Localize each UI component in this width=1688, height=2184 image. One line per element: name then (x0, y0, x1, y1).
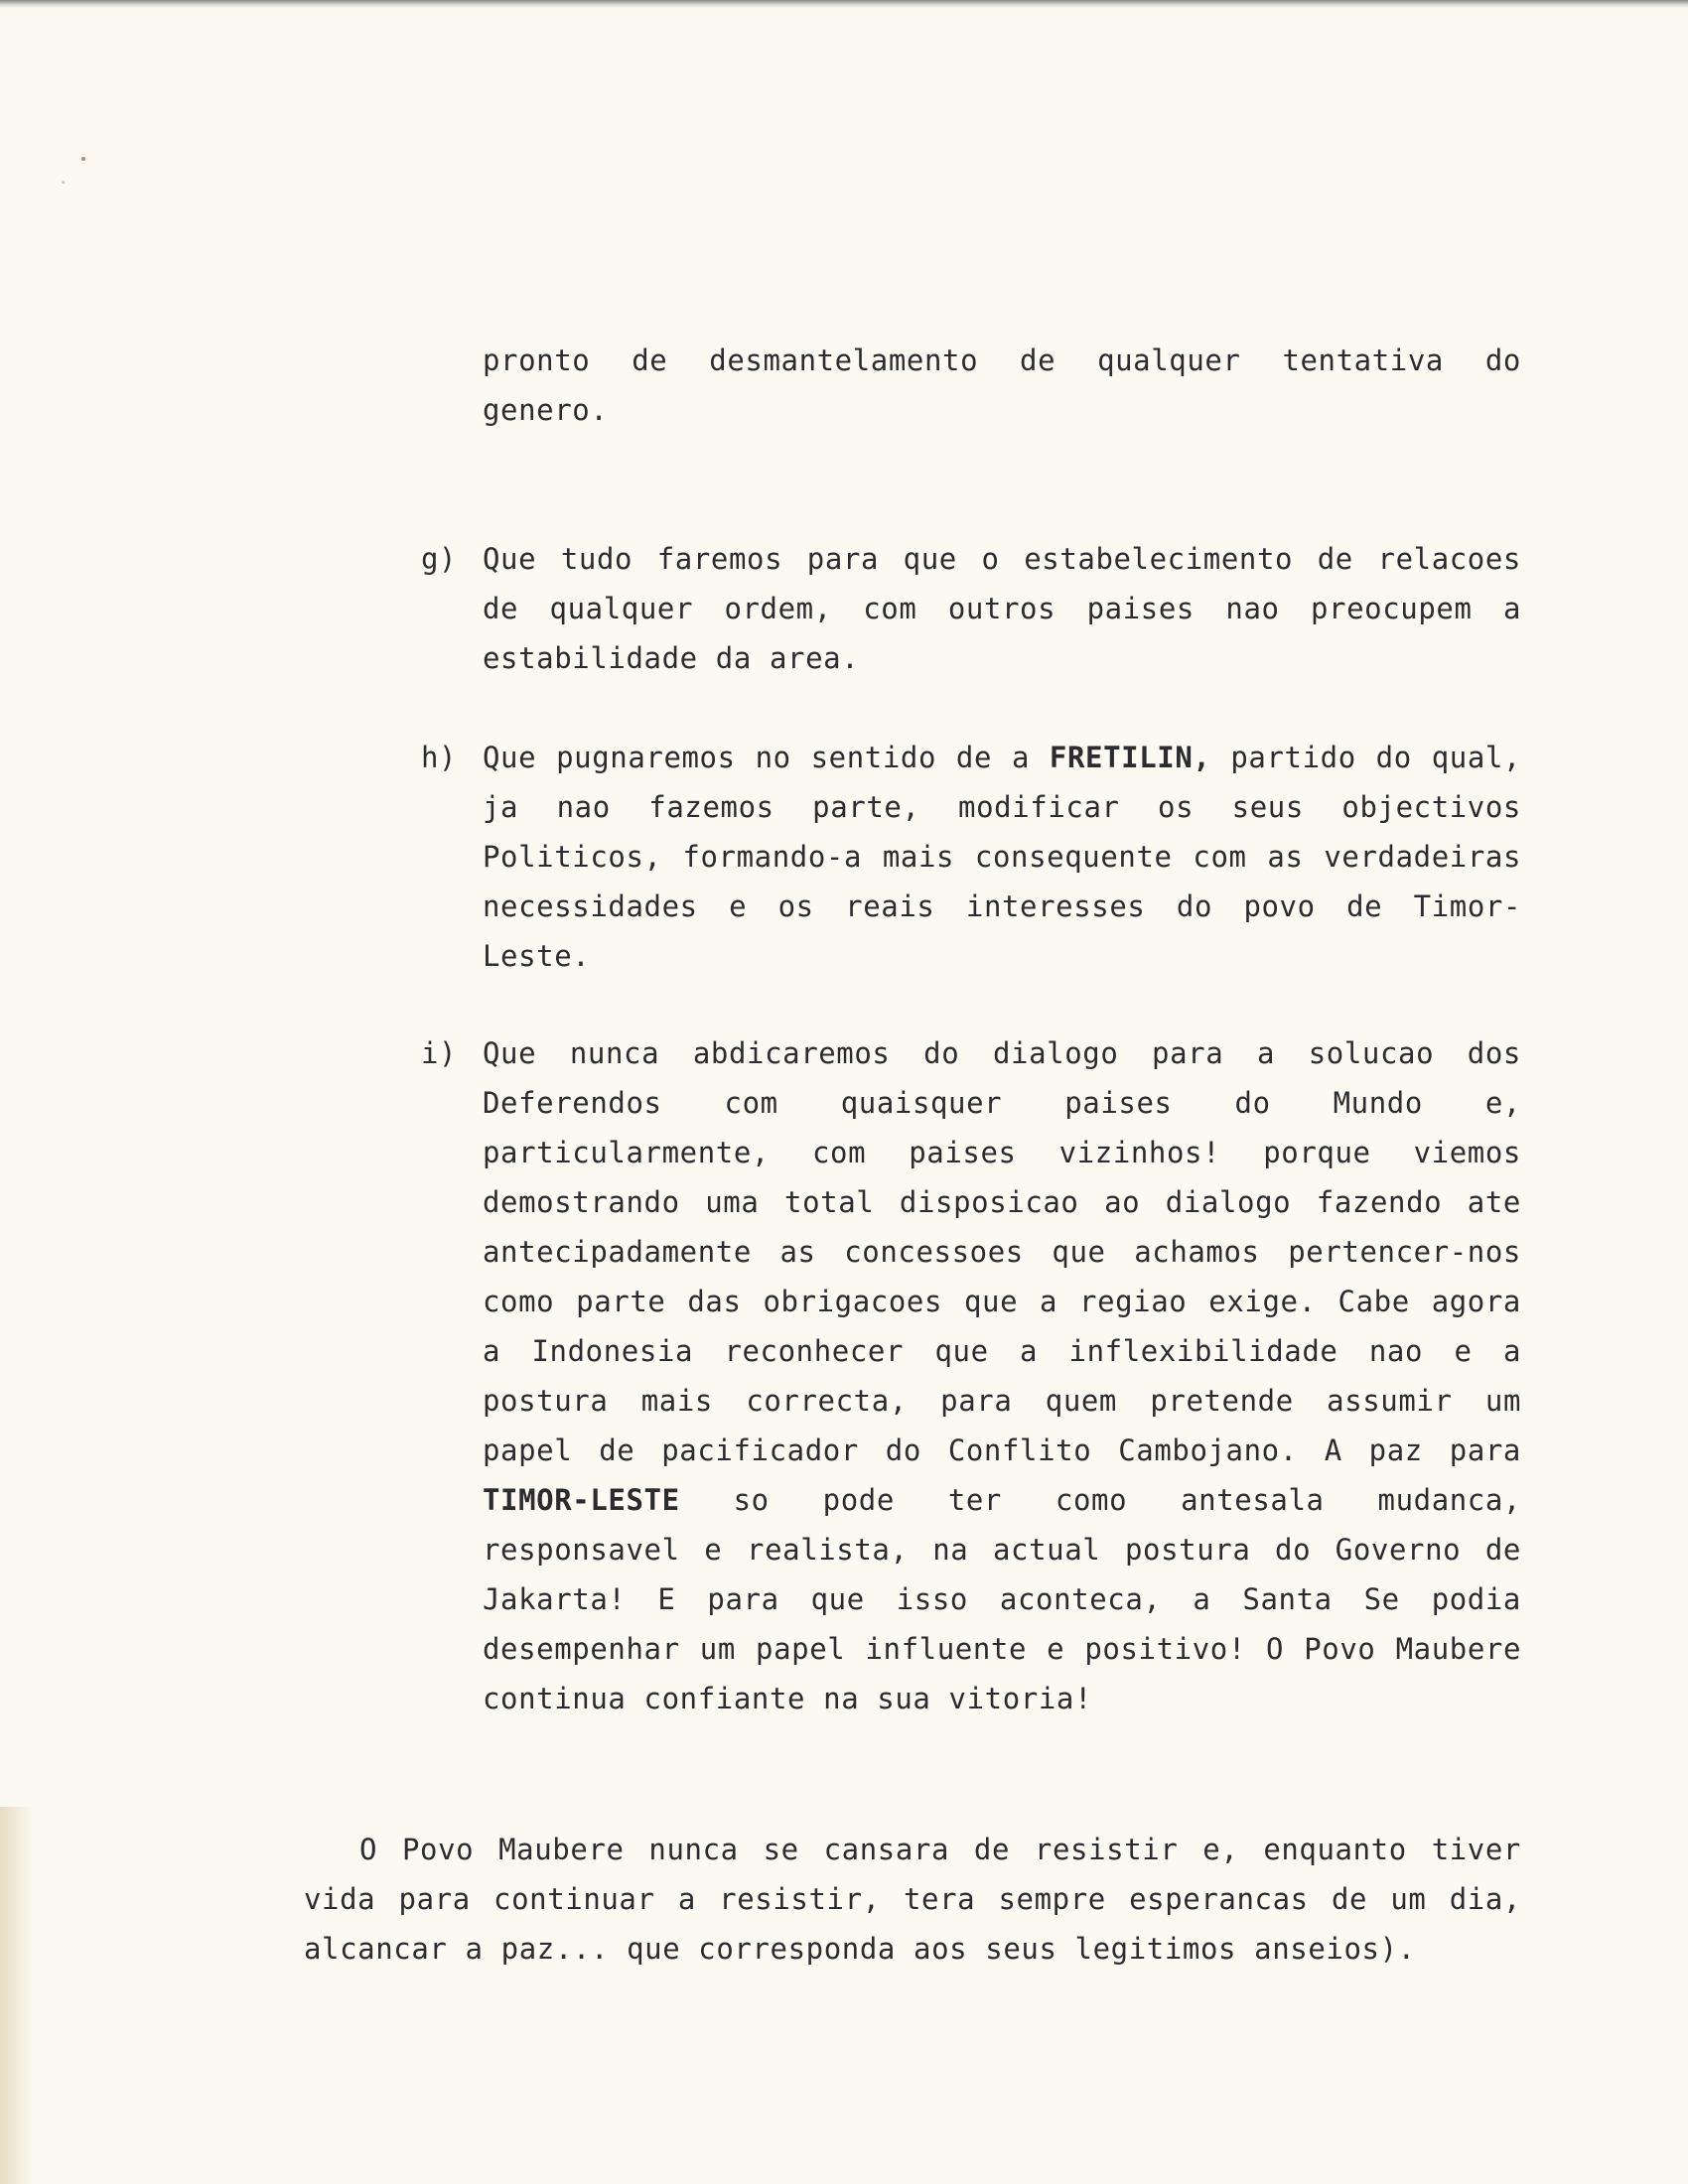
closing-paragraph: O Povo Maubere nunca se cansara de resistir e, enquanto tiver vida para continuar a resistir, tera sempre esperancas de um dia, alcancar a paz... que corresponda aos seus legitimos anseios). (304, 1833, 1521, 1966)
list-marker: g) (421, 542, 458, 576)
list-marker: h) (421, 741, 458, 774)
paper-speck (81, 157, 85, 161)
paper-speck (62, 181, 65, 184)
scan-top-edge (0, 0, 1688, 8)
paper-stain (0, 1807, 34, 2184)
list-item-i (421, 1028, 1521, 1723)
party-name: FRETILIN, (1049, 741, 1211, 774)
list-item-h (421, 733, 1521, 981)
text-segment: Que nunca abdicaremos do dialogo para a solucao dos Deferendos com quaisquer paises do Mundo e, particularmente, com paises vizinhos! porque viemos demostrando uma total disposicao ao dialogo fazendo ate antecipadamente as concessoes que achamos pertencer-nos como parte das obrigacoes que a regiao exige. Cabe agora a Indonesia reconhecer que a inflexibilidade nao e a postura mais correcta, para quem pretende assumir um papel de pacificador do Conflito Cambojano. A paz para (483, 1036, 1521, 1467)
list-item-text (483, 534, 1521, 683)
country-name: TIMOR-LESTE (483, 1483, 680, 1517)
text-segment: Que tudo faremos para que o estabelecimento de relacoes de qualquer ordem, com outros paises nao preocupem a estabilidade da area. (483, 542, 1521, 675)
list-marker: i) (421, 1036, 458, 1070)
list-item-text (483, 1028, 1521, 1723)
text-segment: partido do qual, ja nao fazemos parte, modificar os seus objectivos Politicos, formando-a mais consequente com as verdadeiras necessidades e os reais interesses do povo de Timor-Leste. (483, 741, 1521, 973)
text-segment: so pode ter como antesala mudanca, responsavel e realista, na actual postura do Governo de Jakarta! E para que isso aconteca, a Santa Se podia desempenhar um papel influente e positivo! O Povo Maubere continua confiante na sua vitoria! (483, 1483, 1521, 1715)
text-segment: Que pugnaremos no sentido de a (483, 741, 1050, 774)
continuation-paragraph: pronto de desmantelamento de qualquer tentativa do genero. (483, 343, 1521, 427)
list-item-text (483, 733, 1521, 981)
list-item-g (421, 534, 1521, 683)
